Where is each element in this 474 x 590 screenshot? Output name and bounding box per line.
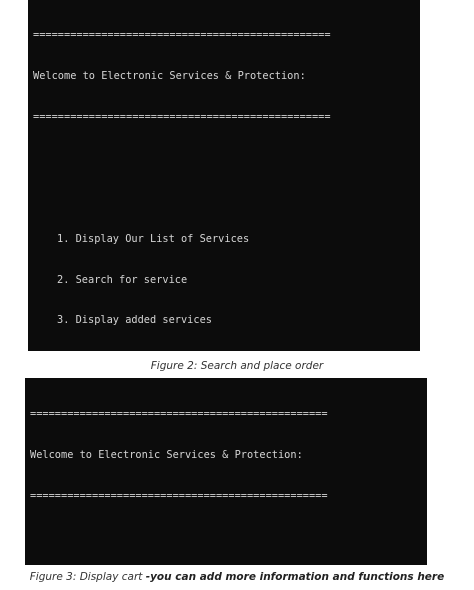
separator-top: ================================================	[33, 29, 331, 42]
figure-caption-2: Figure 2: Search and place order	[150, 360, 324, 372]
menu-item-search: 2. Search for service	[57, 273, 188, 286]
terminal-display-cart	[25, 378, 427, 565]
welcome-banner: Welcome to Electronic Services & Protection:	[33, 69, 306, 82]
caption-figure-label: Figure 3: Display cart	[29, 571, 146, 583]
spacer	[30, 531, 427, 555]
caption-note: -you can add more information and functions here	[145, 571, 445, 583]
main-menu	[33, 206, 420, 351]
spacer	[33, 152, 420, 179]
menu-item-display-list: 1. Display Our List of Services	[57, 232, 250, 245]
welcome-banner: Welcome to Electronic Services & Protection:	[30, 448, 303, 461]
terminal-search-order	[28, 0, 420, 351]
separator-bottom: ================================================	[30, 489, 328, 502]
separator-bottom: ================================================	[33, 110, 331, 123]
menu-item-display-added: 3. Display added services	[57, 314, 212, 327]
figure-caption-3	[0, 571, 474, 583]
separator-top: ================================================	[30, 408, 328, 421]
